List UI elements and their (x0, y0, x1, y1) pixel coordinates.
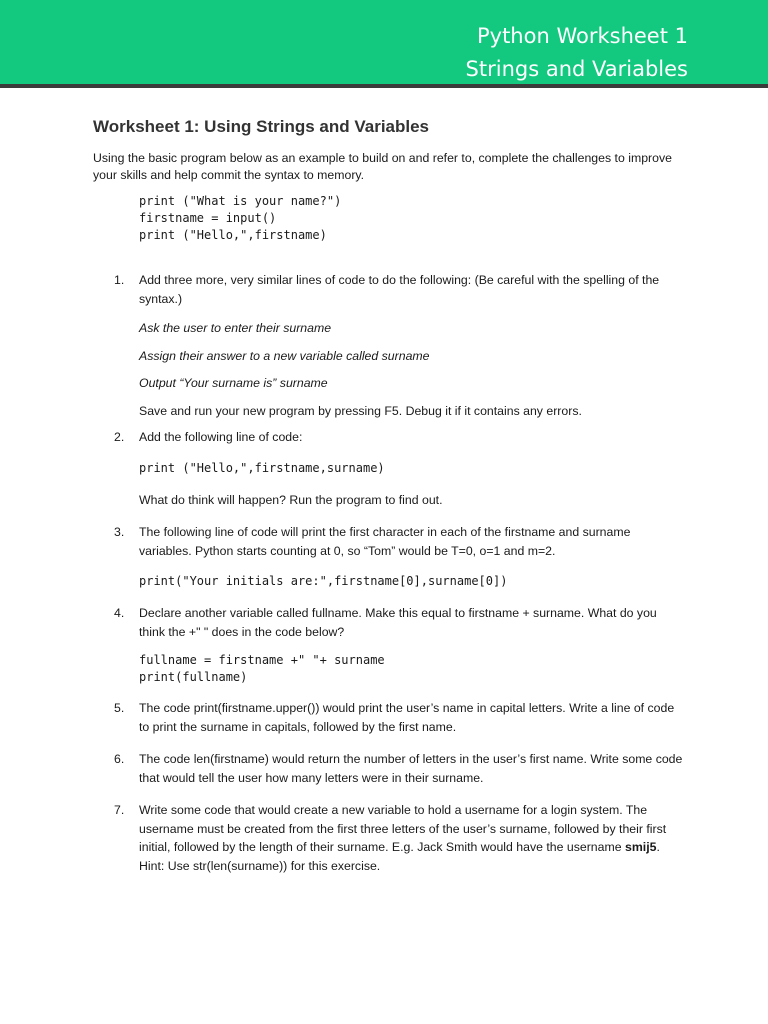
task-text: The code len(firstname) would return the number of letters in the user’s first name. Write some code that would tell the user how many letters were in their surname. (139, 752, 683, 785)
example-code-block (139, 193, 683, 244)
task-text-start: Write some code that would create a new variable to hold a username for a login system. The username must be created from the first three letters of the user’s surname, followed by their first initial, followed by the length of their surname. E.g. Jack Smith would have the username (139, 803, 667, 854)
task-item (93, 699, 683, 736)
header-title: Python Worksheet 1 (476, 24, 688, 48)
task-text-end: . Hint: Use str(len(surname)) for this exercise. (139, 840, 660, 873)
intro-paragraph: Using the basic program below as an example to build on and refer to, complete the challenges to improve your skills and help commit the syntax to memory. (93, 151, 672, 182)
task-code: print ("Hello,",firstname,surname) (139, 460, 385, 475)
task-number: 4. (114, 606, 125, 620)
task-note: What do think will happen? Run the program to find out. (139, 492, 443, 507)
task-code: fullname = firstname +" "+ surname (139, 653, 385, 667)
code-line: print ("Hello,",firstname) (139, 228, 327, 242)
task-note: Save and run your new program by pressing F5. Debug it if it contains any errors. (139, 403, 582, 418)
task-step: Ask the user to enter their surname (139, 321, 332, 335)
task-item (93, 523, 683, 590)
task-code: print(fullname) (139, 670, 248, 684)
task-list (93, 271, 683, 875)
code-line: print ("What is your name?") (139, 194, 342, 208)
task-text: The code print(firstname.upper()) would print the user’s name in capital letters. Write a line of code to print the surname in capitals, followed by the first name. (139, 701, 675, 734)
task-step: Assign their answer to a new variable called surname (139, 348, 430, 363)
task-number: 3. (114, 525, 125, 539)
code-line: firstname = input() (139, 211, 277, 225)
task-number: 7. (114, 803, 125, 817)
task-text: Declare another variable called fullname. Make this equal to firstname + surname. What do you think the +" " does in the code below? (139, 606, 657, 639)
task-number: 1. (114, 273, 125, 287)
worksheet-heading: Worksheet 1: Using Strings and Variables (93, 117, 430, 136)
task-number: 6. (114, 752, 125, 766)
task-item (93, 801, 683, 875)
worksheet-content (93, 116, 683, 875)
example-username: smij5 (625, 840, 657, 854)
task-number: 5. (114, 701, 125, 715)
task-text: Add three more, very similar lines of code to do the following: (Be careful with the spelling of the syntax.) (139, 273, 660, 306)
task-item (93, 428, 683, 509)
header-subtitle: Strings and Variables (465, 57, 688, 81)
header-banner (0, 0, 768, 88)
task-text: The following line of code will print the first character in each of the firstname and surname variables. Python starts counting at 0, so “Tom” would be T=0, o=1 and m=2. (139, 525, 631, 558)
task-step: Output “Your surname is” surname (139, 376, 328, 390)
task-text: Add the following line of code: (139, 430, 303, 444)
task-code: print("Your initials are:",firstname[0],surname[0]) (139, 574, 508, 588)
task-item (93, 750, 683, 787)
task-item (93, 604, 683, 686)
task-text (139, 801, 683, 875)
task-number: 2. (114, 430, 125, 444)
task-item (93, 271, 683, 420)
